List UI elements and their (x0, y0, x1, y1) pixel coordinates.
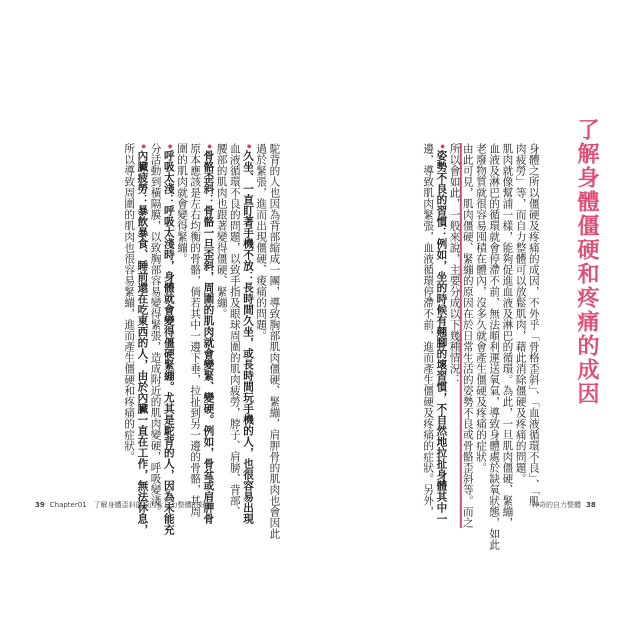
body-line: 駝背的人也因為背部縮成一團，導致胸部肌肉僵硬、緊繃，肩胛骨的肌肉也會因此 (268, 143, 281, 539)
left-page-footer (30, 500, 213, 510)
footer-label: Chapter01 了解身體歪斜的原因＆自力整體的好處 (49, 501, 213, 509)
body-line: 身體之所以僵硬及疼痛的成因，不外乎「骨格歪斜」、「血液循環不良」、「肌 (527, 143, 540, 507)
body-line: 圍的肌肉就會變得緊繃。 (176, 143, 189, 264)
body-line: 過於緊張，進而出現僵硬、痠痛的問題。 (255, 143, 268, 341)
body-line: 邊，導致肌肉緊張，血液循環停滯不前，進而產生僵硬及疼痛的症狀。另外， (422, 143, 435, 517)
body-line: 原本應該是左右均衡的骨骼，倘若其中一邊下垂，拉扯到另一邊的骨骼，其周 (189, 143, 202, 517)
bullet-骨骼歪斜: •骨骼歪斜：骨骼一旦歪斜，周圍的肌肉就會變緊、變硬。例如，骨盆或肩胛骨 (202, 143, 215, 525)
bullet-內臟疲勞: •內臟疲勞：暴飲暴食、睡前還在吃東西的人，由於內臟一直在工作，無法休息， (136, 143, 149, 536)
right-page-footer (532, 500, 601, 510)
page-title: 了解身體僵硬和疼痛的成因 (574, 118, 599, 406)
emphasized-line: 由此可見，肌肉僵硬、緊繃的原因在於日常生活的姿勢不良或骨骼歪斜等。而之 (461, 143, 474, 528)
bullet-久坐: •久坐、一直盯著手機不放：長時間久坐，或長時間玩手機的人，也很容易出現 (242, 143, 255, 525)
body-line: 所以導致周圍的肌肉也很容易緊繃，進而產生僵硬和疼痛的症狀。 (123, 143, 136, 462)
body-line: 血液循環不良的問題，以致手指及眼球周圍的肌肉疲勞，脖子、肩膀、背部、 (228, 143, 241, 517)
bullet-姿勢不良: •姿勢不良的習慣：例如，坐的時候有翹腳的壞習慣，不自然地拉扯身體其中一 (435, 143, 448, 525)
body-line: 所以會如此，一般來說，主要分成以下幾種情況： (448, 143, 461, 385)
body-line: 分活動到橫隔膜，以致胸部容易變得緊張，造成附近的肌肉變硬，呼吸變淺。 (149, 143, 162, 517)
bullet-dot-icon: • (242, 143, 255, 151)
bullet-dot-icon: • (136, 143, 149, 151)
body-line: 肉疲勞」等，而自力整體可以放鬆肌肉，藉此消除僵硬及疼痛的問題。 (514, 143, 527, 484)
body-line: 老廢物質就很容易囤積在體內，沒多久就會產生僵硬及疼痛的症狀。 (475, 143, 488, 473)
page-number: 39 (35, 501, 45, 509)
right-page-body (421, 143, 540, 550)
page-number: 38 (586, 501, 596, 509)
bullet-dot-icon: • (162, 143, 175, 151)
bullet-呼吸太淺: •呼吸太淺：呼吸太淺時，身體就會變得僵硬緊繃。尤其是駝背的人，因為未能充 (162, 143, 175, 536)
body-line: 肌肉就像幫浦一樣，能夠促進血液及淋巴的循環。為此，一旦肌肉僵硬、緊繃， (501, 143, 514, 528)
bullet-dot-icon: • (202, 143, 215, 151)
bullet-dot-icon: • (435, 143, 448, 151)
footer-label: 神奇的自力整體 (532, 501, 581, 509)
body-line: 血液及淋巴的循環就會停滯不前，無法順利運送氧氣，導致身體處於缺氧狀態，如此 (488, 143, 501, 550)
body-line: 腰部的肌肉也跟著變得僵硬、緊繃。 (215, 143, 228, 319)
